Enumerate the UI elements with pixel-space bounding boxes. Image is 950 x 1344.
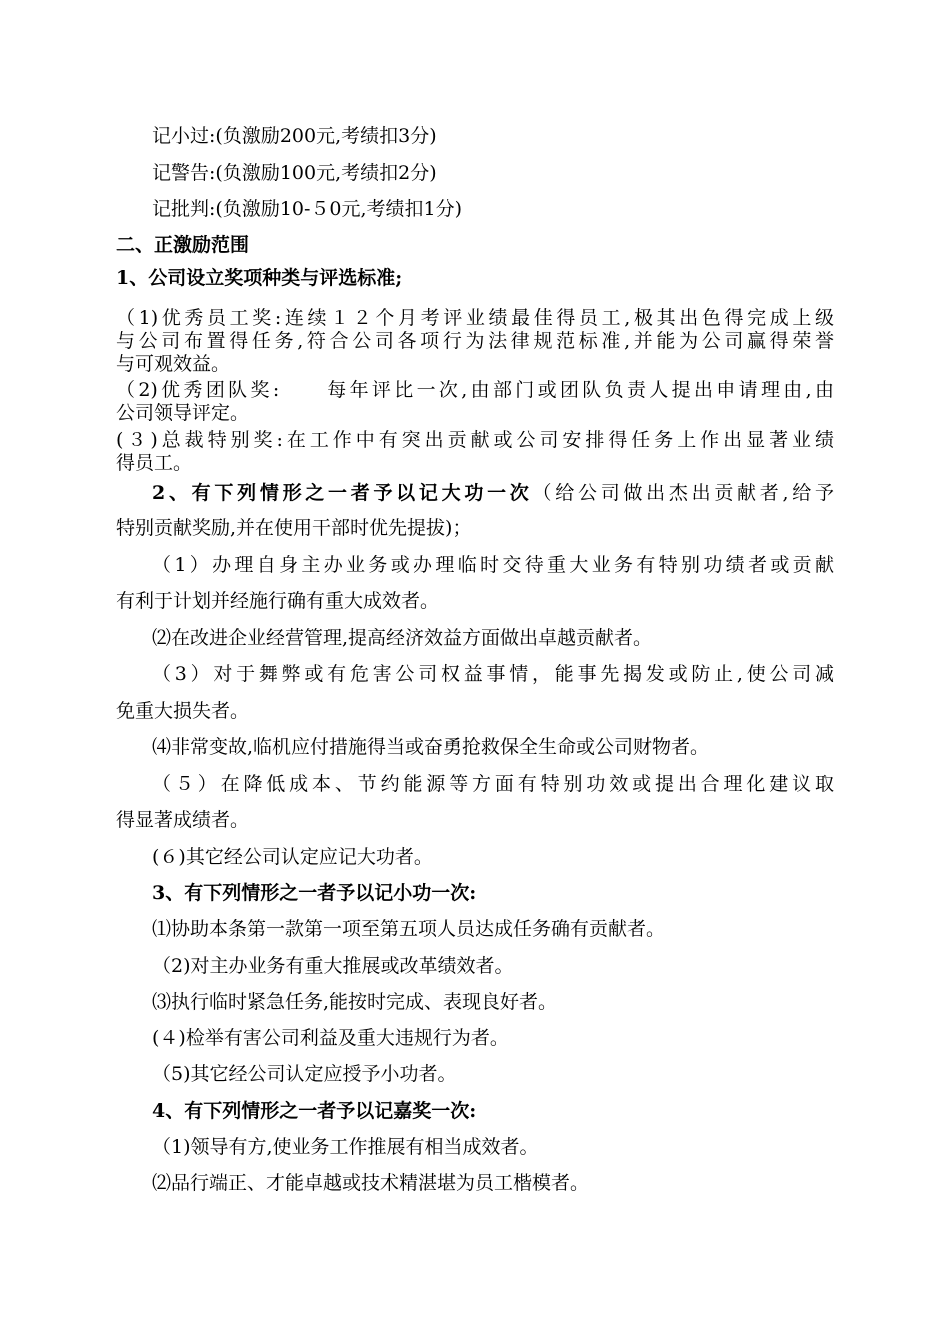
list-item: （3）对于舞弊或有危害公司权益事情，能事先揭发或防止,使公司减 [152, 663, 834, 685]
list-item: (６)其它经公司认定应记大功者。 [152, 846, 433, 868]
text-line: （2)优秀团队奖: 每年评比一次,由部门或团队负责人提出申请理由,由 [116, 379, 834, 401]
list-item: （５）在降低成本、节约能源等方面有特别功效或提出合理化建议取 [152, 773, 834, 795]
text-line: (３)总裁特别奖:在工作中有突出贡献或公司安排得任务上作出显著业绩 [116, 429, 834, 451]
list-item: （1）办理自身主办业务或办理临时交待重大业务有特别功绩者或贡献 [152, 554, 834, 576]
text-line: 公司领导评定。 [116, 402, 250, 424]
list-item: （5)其它经公司认定应授予小功者。 [152, 1063, 457, 1085]
section2-title: 2、有下列情形之一者予以记大功一次 [152, 482, 533, 504]
section2-title-line [152, 481, 834, 505]
list-item: 有利于计划并经施行确有重大成效者。 [116, 590, 440, 612]
text-line: 记警告:(负激励100元,考绩扣2分) [152, 162, 437, 184]
text-line: 得员工。 [116, 452, 193, 474]
text-line: （1)优秀员工奖:连续１２个月考评业绩最佳得员工,极其出色得完成上级 [116, 307, 834, 329]
text-line: 记小过:(负激励200元,考绩扣3分) [152, 125, 437, 147]
list-item: 免重大损失者。 [116, 700, 250, 722]
list-item: ⑷非常变故,临机应付措施得当或奋勇抢救保全生命或公司财物者。 [152, 736, 710, 758]
section3-title: 3、有下列情形之一者予以记小功一次: [152, 882, 477, 904]
text-line: 与公司布置得任务,符合公司各项行为法律规范标准,并能为公司赢得荣誉 [116, 330, 834, 352]
section4-title: 4、有下列情形之一者予以记嘉奖一次: [152, 1100, 477, 1122]
list-item: ⑵在改进企业经营管理,提高经济效益方面做出卓越贡献者。 [152, 627, 653, 649]
list-item: (４)检举有害公司利益及重大违规行为者。 [152, 1027, 509, 1049]
list-item: （2)对主办业务有重大推展或改革绩效者。 [152, 955, 514, 977]
list-item: 得显著成绩者。 [116, 809, 250, 831]
list-item: ⑴协助本条第一款第一项至第五项人员达成任务确有贡献者。 [152, 918, 666, 940]
text-line: 与可观效益。 [116, 353, 231, 375]
section2-title-rest: （给公司做出杰出贡献者,给予 [532, 482, 834, 504]
subsection-heading: 1、公司设立奖项种类与评选标准; [116, 267, 403, 289]
text-line: 记批判:(负激励10-５0元,考绩扣1分) [152, 198, 463, 220]
section-heading: 二、正激励范围 [116, 234, 250, 256]
section2-title-cont: 特别贡献奖励,并在使用干部时优先提拔)； [116, 517, 472, 539]
list-item: ⑵品行端正、才能卓越或技术精湛堪为员工楷模者。 [152, 1172, 590, 1194]
list-item: （1)领导有方,使业务工作推展有相当成效者。 [152, 1136, 539, 1158]
list-item: ⑶执行临时紧急任务,能按时完成、表现良好者。 [152, 991, 558, 1013]
